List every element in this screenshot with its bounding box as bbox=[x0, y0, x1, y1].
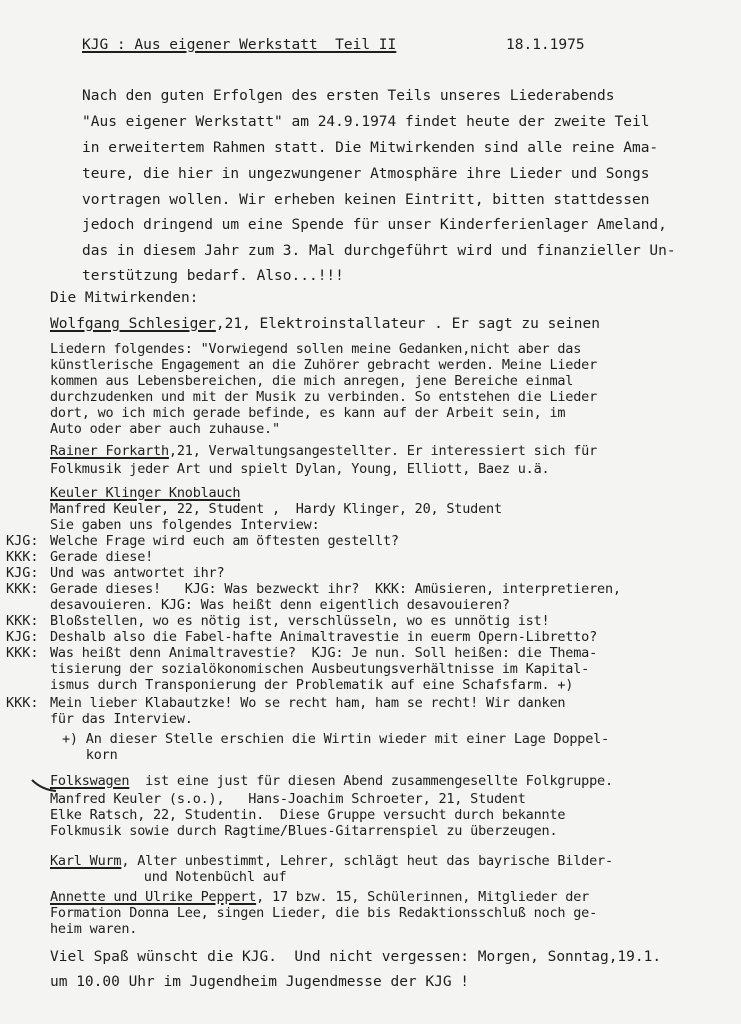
interview-line: Gerade diese! bbox=[50, 549, 154, 565]
intro-line: Nach den guten Erfolgen des ersten Teils unseres Liederabends bbox=[82, 88, 615, 104]
interview-speaker: KKK: bbox=[6, 695, 39, 711]
interview-speaker: KKK: bbox=[6, 613, 39, 629]
interview-line: für das Interview. bbox=[50, 711, 193, 727]
quote-line: durchzudenken und mit der Musik zu verbinden. So entstehen die Lieder bbox=[50, 389, 598, 405]
quote-line: Liedern folgendes: "Vorwiegend sollen meine Gedanken,nicht aber das bbox=[50, 341, 582, 357]
participant-details: ist eine just für diesen Abend zusammengesellte Folkgruppe. bbox=[129, 773, 613, 789]
interview-line: Welche Frage wird euch am öftesten gestellt? bbox=[50, 533, 399, 549]
interview-line: Mein lieber Klabautzke! Wo se recht ham, ham se recht! Wir danken bbox=[50, 695, 566, 711]
interview-line: tisierung der sozialökonomischen Ausbeutungsverhältnisse im Kapital- bbox=[50, 661, 590, 677]
participant-name: Keuler Klinger Knoblauch bbox=[50, 485, 241, 501]
interview-line: Deshalb also die Fabel-hafte Animaltravestie in euerm Opern-Libretto? bbox=[50, 629, 598, 645]
interview-speaker: KKK: bbox=[6, 645, 39, 661]
participant-details-line: Manfred Keuler, 22, Student , Hardy Klinger, 20, Student bbox=[50, 501, 502, 517]
intro-line: in erweitertem Rahmen statt. Die Mitwirkenden sind alle reine Ama- bbox=[82, 140, 659, 156]
interview-line: Und was antwortet ihr? bbox=[50, 565, 225, 581]
participant-name: Wolfgang Schlesiger bbox=[50, 316, 216, 332]
document-date: 18.1.1975 bbox=[506, 37, 585, 53]
interview-line: Was heißt denn Animaltravestie? KJG: Je nun. Soll heißen: die Thema- bbox=[50, 645, 598, 661]
participant-details-line: und Notenbüchl auf bbox=[120, 869, 287, 885]
participant-details: , Alter unbestimmt, Lehrer, schlägt heut das bayrische Bilder- bbox=[121, 853, 613, 869]
footnote-line: +) An dieser Stelle erschien die Wirtin wieder mit einer Lage Doppel- bbox=[62, 731, 610, 747]
participant-details-line: Elke Ratsch, 22, Studentin. Diese Gruppe versucht durch bekannte bbox=[50, 807, 566, 823]
participant-name: Karl Wurm bbox=[50, 853, 122, 869]
participant-entry bbox=[50, 773, 613, 789]
closing-line: um 10.00 Uhr im Jugendheim Jugendmesse der KJG ! bbox=[50, 974, 470, 990]
participant-details-line: heim waren. bbox=[50, 921, 138, 937]
participant-entry bbox=[50, 443, 597, 459]
intro-line: "Aus eigener Werkstatt" am 24.9.1974 findet heute der zweite Teil bbox=[82, 114, 650, 130]
quote-line: kommen aus Lebensbereichen, die mich anregen, jene Bereiche einmal bbox=[50, 373, 574, 389]
quote-line: dort, wo ich mich gerade befinde, es kann auf der Arbeit sein, im bbox=[50, 405, 566, 421]
quote-line: künstlerische Engagement an die Zuhörer gebracht werden. Meine Lieder bbox=[50, 357, 598, 373]
participant-details: , 17 bzw. 15, Schülerinnen, Mitglieder der bbox=[256, 889, 590, 905]
participants-heading: Die Mitwirkenden: bbox=[50, 290, 199, 306]
participant-name: Annette und Ulrike Peppert bbox=[50, 889, 257, 905]
participant-name: Folkswagen bbox=[50, 773, 130, 789]
participant-name: Rainer Forkarth bbox=[50, 443, 169, 459]
interview-speaker: KKK: bbox=[6, 581, 39, 597]
interview-speaker: KJG: bbox=[6, 565, 39, 581]
interview-line: ismus durch Transponierung der Problematik auf eine Schafsfarm. +) bbox=[50, 677, 574, 693]
participant-details-line: Formation Donna Lee, singen Lieder, die bis Redaktionsschluß noch ge- bbox=[50, 905, 598, 921]
intro-line: das in diesem Jahr zum 3. Mal durchgeführt wird und finanzieller Un- bbox=[82, 243, 676, 259]
intro-line: jedoch dringend um eine Spende für unser Kinderferienlager Ameland, bbox=[82, 217, 667, 233]
interview-speaker: KKK: bbox=[6, 549, 39, 565]
intro-line: vortragen wollen. Wir erheben keinen Eintritt, bitten stattdessen bbox=[82, 192, 650, 208]
participant-details-line: Folkmusik jeder Art und spielt Dylan, Young, Elliott, Baez u.ä. bbox=[50, 461, 550, 477]
participant-entry bbox=[50, 889, 589, 905]
participant-details-line: Folkmusik sowie durch Ragtime/Blues-Gitarrenspiel zu überzeugen. bbox=[50, 823, 558, 839]
participant-entry bbox=[50, 853, 613, 869]
quote-line: Auto oder aber auch zuhause." bbox=[50, 421, 280, 437]
footnote-line: korn bbox=[62, 747, 118, 763]
intro-line: teure, die hier in ungezwungener Atmosphäre ihre Lieder und Songs bbox=[82, 166, 650, 182]
interview-speaker: KJG: bbox=[6, 629, 39, 645]
intro-line: terstützung bedarf. Also...!!! bbox=[82, 268, 344, 284]
interview-intro: Sie gaben uns folgendes Interview: bbox=[50, 517, 320, 533]
closing-line: Viel Spaß wünscht die KJG. Und nicht vergessen: Morgen, Sonntag,19.1. bbox=[50, 949, 662, 965]
interview-line: Bloßstellen, wo es nötig ist, verschlüsseln, wo es unnötig ist! bbox=[50, 613, 550, 629]
interview-line: desavouieren. KJG: Was heißt denn eigentlich desavouieren? bbox=[50, 597, 510, 613]
interview-line: Gerade dieses! KJG: Was bezweckt ihr? KKK: Amüsieren, interpretieren, bbox=[50, 581, 621, 597]
participant-details: ,21, Elektroinstallateur . Er sagt zu seinen bbox=[215, 316, 600, 332]
participant-details: ,21, Verwaltungsangestellter. Er interessiert sich für bbox=[168, 443, 598, 459]
document-title: KJG : Aus eigener Werkstatt Teil II bbox=[82, 37, 397, 53]
interview-speaker: KJG: bbox=[6, 533, 39, 549]
participant-entry bbox=[50, 315, 600, 333]
participant-details-line: Manfred Keuler (s.o.), Hans-Joachim Schroeter, 21, Student bbox=[50, 791, 526, 807]
